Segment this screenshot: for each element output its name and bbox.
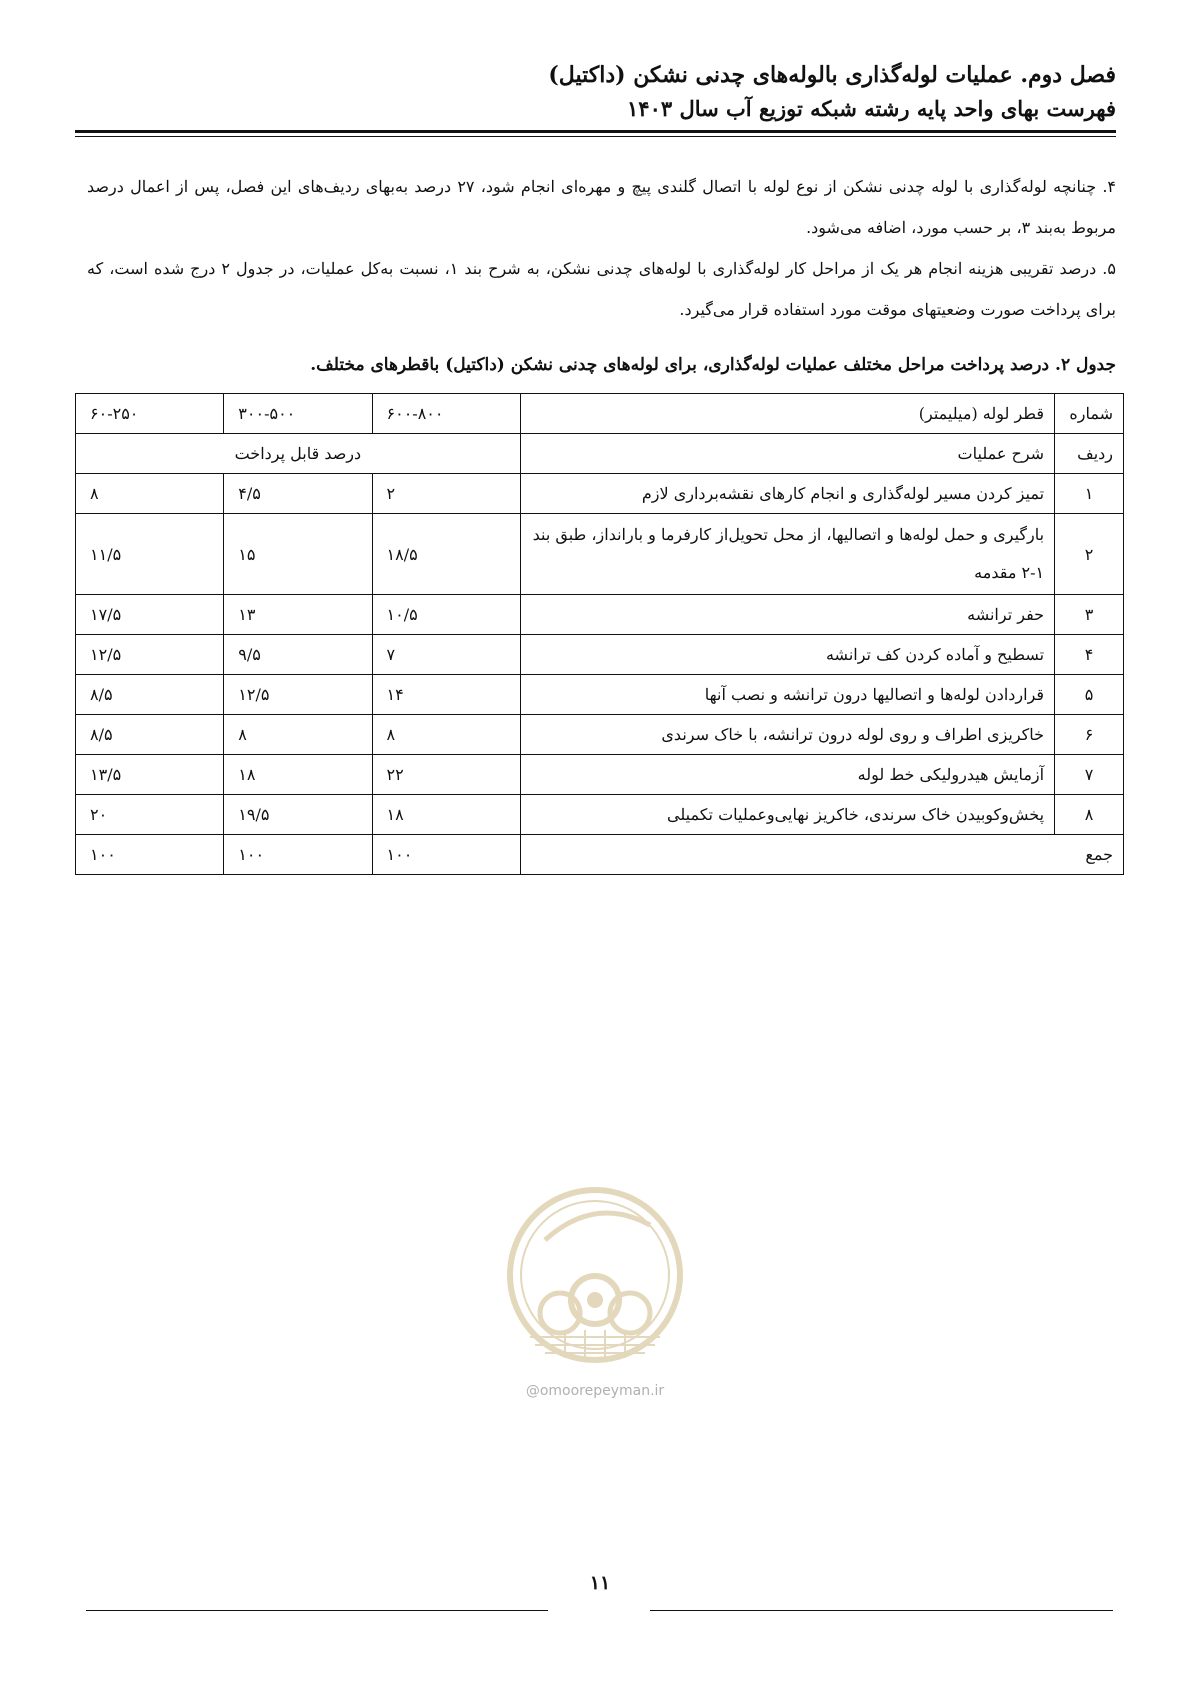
note-5: ۵. درصد تقریبی هزینه انجام هر یک از مراحل کار لوله‌گذاری با لوله‌های چدنی نشکن، به شرح بند ۱، نسبت به‌کل عملیات، در جدول ۲ درج شده است، که برای پرداخت صورت وضعیتهای موقت مورد استفاده قرار می‌گیرد.	[87, 259, 1116, 319]
row-value-60-250: ۸	[76, 474, 224, 514]
row-number: ۶	[1055, 715, 1124, 755]
row-value-300-500: ۱۲/۵	[224, 675, 372, 715]
header-payable-percent: درصد قابل پرداخت	[76, 434, 521, 474]
row-value-600-800: ۱۰/۵	[372, 595, 520, 635]
notes-section	[87, 166, 1116, 330]
header-row-label: ردیف	[1055, 434, 1124, 474]
payment-percent-table	[75, 393, 1124, 875]
watermark-seal-icon	[505, 1175, 685, 1385]
row-value-300-500: ۱۵	[224, 514, 372, 595]
row-value-60-250: ۱۲/۵	[76, 635, 224, 675]
row-value-300-500: ۹/۵	[224, 635, 372, 675]
row-description: حفر ترانشه	[520, 595, 1054, 635]
row-number: ۸	[1055, 795, 1124, 835]
row-description: قراردادن لوله‌ها و اتصالیها درون ترانشه و نصب آنها	[520, 675, 1054, 715]
page-header	[75, 58, 1116, 126]
watermark-url: @omoorepeyman.ir	[525, 1383, 665, 1399]
row-description: خاکریزی اطراف و روی لوله درون ترانشه، با خاک سرندی	[520, 715, 1054, 755]
row-value-60-250: ۲۰	[76, 795, 224, 835]
row-description: آزمایش هیدرولیکی خط لوله	[520, 755, 1054, 795]
row-value-300-500: ۴/۵	[224, 474, 372, 514]
total-label: جمع	[520, 835, 1123, 875]
table-row	[76, 715, 1124, 755]
row-value-60-250: ۸/۵	[76, 715, 224, 755]
header-rule-thick	[75, 130, 1116, 133]
row-value-300-500: ۸	[224, 715, 372, 755]
row-value-60-250: ۱۱/۵	[76, 514, 224, 595]
header-diameter-300-500: ۳۰۰-۵۰۰	[224, 394, 372, 434]
header-operation-description: شرح عملیات	[520, 434, 1054, 474]
header-diameter-600-800: ۶۰۰-۸۰۰	[372, 394, 520, 434]
footer-rule-left	[86, 1610, 548, 1611]
footer-rule-right	[650, 1610, 1113, 1611]
row-number: ۷	[1055, 755, 1124, 795]
table-row	[76, 755, 1124, 795]
row-value-600-800: ۲	[372, 474, 520, 514]
row-value-600-800: ۷	[372, 635, 520, 675]
note-4: ۴. چنانچه لوله‌گذاری با لوله چدنی نشکن از نوع لوله با اتصال گلندی پیچ و مهره‌ای انجام شود، ۲۷ درصد به‌بهای ردیف‌های این فصل، پس از اعمال درصد مربوط به‌بند ۳، بر حسب مورد، اضافه می‌شود.	[87, 177, 1116, 237]
row-description: تمیز کردن مسیر لوله‌گذاری و انجام کارهای نقشه‌برداری لازم	[520, 474, 1054, 514]
row-value-600-800: ۸	[372, 715, 520, 755]
row-value-600-800: ۱۴	[372, 675, 520, 715]
row-value-300-500: ۱۳	[224, 595, 372, 635]
total-300-500: ۱۰۰	[224, 835, 372, 875]
row-value-60-250: ۸/۵	[76, 675, 224, 715]
table-header-row-2	[76, 434, 1124, 474]
row-value-300-500: ۱۸	[224, 755, 372, 795]
row-value-60-250: ۱۷/۵	[76, 595, 224, 635]
table-row	[76, 474, 1124, 514]
row-description: تسطیح و آماده کردن کف ترانشه	[520, 635, 1054, 675]
row-value-600-800: ۱۸/۵	[372, 514, 520, 595]
total-60-250: ۱۰۰	[76, 835, 224, 875]
table-total-row	[76, 835, 1124, 875]
row-description: بارگیری و حمل لوله‌ها و اتصالیها، از محل تحویل‌از کارفرما و بارانداز، طبق بند ۱-۲ مقدمه	[520, 514, 1054, 595]
row-value-60-250: ۱۳/۵	[76, 755, 224, 795]
row-number: ۳	[1055, 595, 1124, 635]
row-value-600-800: ۱۸	[372, 795, 520, 835]
table-row	[76, 514, 1124, 595]
row-number: ۴	[1055, 635, 1124, 675]
row-number: ۲	[1055, 514, 1124, 595]
row-value-300-500: ۱۹/۵	[224, 795, 372, 835]
page-number: ۱۱	[589, 1572, 611, 1594]
row-value-600-800: ۲۲	[372, 755, 520, 795]
row-number: ۱	[1055, 474, 1124, 514]
table-header-row-1	[76, 394, 1124, 434]
chapter-title: فصل دوم. عملیات لوله‌گذاری بالوله‌های چدنی نشکن (داکتیل)	[548, 62, 1116, 88]
header-rule-thin	[75, 136, 1116, 137]
table-row	[76, 595, 1124, 635]
total-600-800: ۱۰۰	[372, 835, 520, 875]
table-caption: جدول ۲. درصد پرداخت مراحل مختلف عملیات لوله‌گذاری، برای لوله‌های چدنی نشکن (داکتیل) باقطرهای مختلف.	[310, 355, 1116, 375]
header-pipe-diameter: قطر لوله (میلیمتر)	[520, 394, 1054, 434]
price-list-title: فهرست بهای واحد پایه رشته شبکه توزیع آب سال ۱۴۰۳	[627, 96, 1116, 121]
row-description: پخش‌وکوبیدن خاک سرندی، خاکریز نهایی‌وعملیات تکمیلی	[520, 795, 1054, 835]
table-row	[76, 635, 1124, 675]
header-diameter-60-250: ۶۰-۲۵۰	[76, 394, 224, 434]
header-row-number: شماره	[1055, 394, 1124, 434]
table-row	[76, 675, 1124, 715]
table-row	[76, 795, 1124, 835]
row-number: ۵	[1055, 675, 1124, 715]
watermark-logo	[505, 1175, 685, 1385]
